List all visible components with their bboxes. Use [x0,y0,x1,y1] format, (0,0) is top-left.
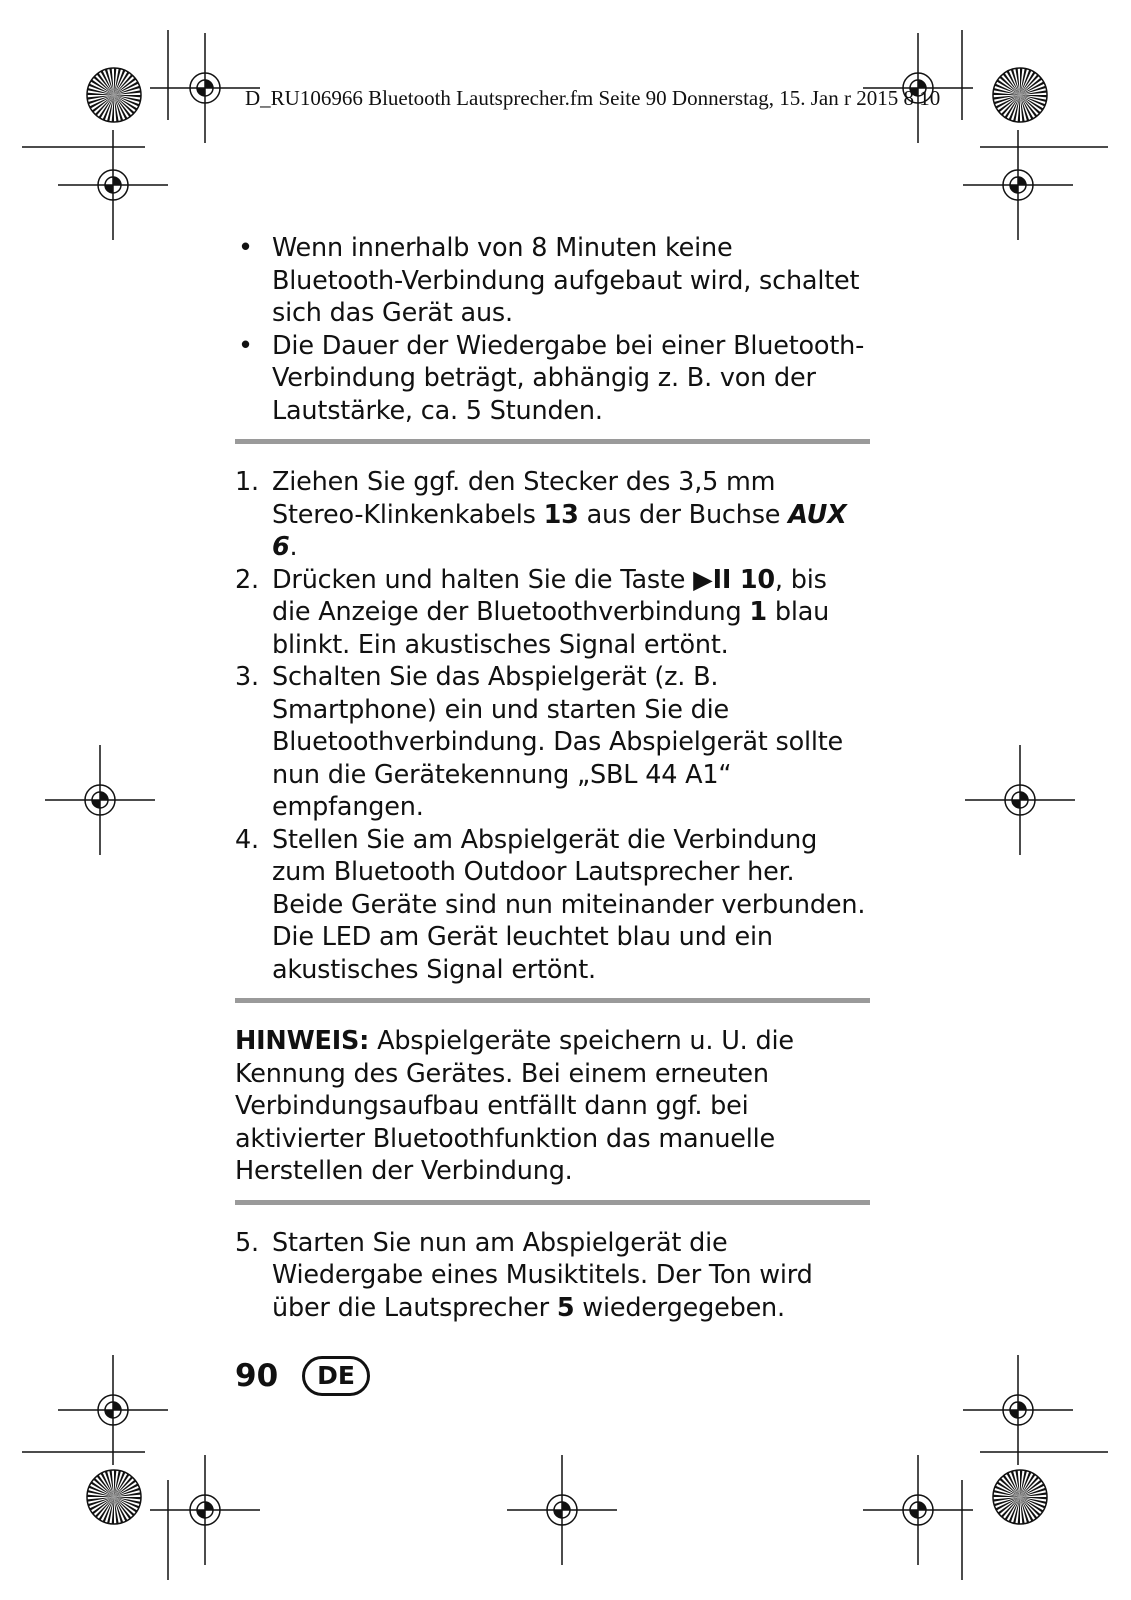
numbered-steps-continued [235,1227,870,1325]
starburst-register-icon [87,1470,141,1524]
step-2: 2. Drücken und halten Sie die Taste ▶II 10, bis die Anzeige der Bluetoothverbindung 1 blau blinkt. Ein akustisches Signal ertönt. [235,564,830,660]
registration-crosshair-icon [45,745,155,855]
divider [235,1200,870,1205]
registration-crosshair-icon [507,1455,617,1565]
registration-crosshair-icon [965,745,1075,855]
print-header-line: D_RU106966 Bluetooth Lautsprecher.fm Seite 90 Donnerstag, 15. Jan r 2015 8 10 [245,86,941,110]
step-1: 1. Ziehen Sie ggf. den Stecker des 3,5 mm Stereo-Klinkenkabels 13 aus der Buchse AUX 6. [235,467,847,562]
starburst-register-icon [993,1470,1047,1524]
registration-crosshair-icon [58,1355,168,1465]
language-badge: DE [302,1356,370,1396]
divider [235,439,870,444]
page-footer [235,1356,370,1396]
note-paragraph: HINWEIS: Abspielgeräte speichern u. U. die Kennung des Gerätes. Bei einem erneuten Verbindungsaufbau entfällt dann ggf. bei aktivierter Bluetoothfunktion das manuelle Herstellen der Verbindung. [235,1026,794,1186]
list-item: • Die Dauer der Wiedergabe bei einer Bluetooth-Verbindung beträgt, abhängig z. B. von der Lautstärke, ca. 5 Stunden. [238,330,865,426]
divider [235,998,870,1003]
registration-crosshair-icon [963,1355,1073,1465]
registration-crosshair-icon [150,33,260,143]
bullet-list [235,232,870,427]
registration-crosshair-icon [863,1455,973,1565]
starburst-register-icon [87,68,141,122]
page-number: 90 [235,1358,279,1394]
step-4: 4. Stellen Sie am Abspielgerät die Verbindung zum Bluetooth Outdoor Lautsprecher her. Beide Geräte sind nun miteinander verbunden. Die LED am Gerät leuchtet blau und ein akustisches Signal ertönt. [235,824,866,985]
step-3: 3. Schalten Sie das Abspielgerät (z. B. Smartphone) ein und starten Sie die Bluetoothverbindung. Das Abspielgerät sollte nun die Gerätekennung „SBL 44 A1“ empfangen. [235,662,844,822]
step-5: 5. Starten Sie nun am Abspielgerät die Wiedergabe eines Musiktitels. Der Ton wird über die Lautsprecher 5 wiedergegeben. [235,1227,813,1323]
page-content [235,232,870,1324]
numbered-steps [235,466,870,986]
registration-crosshair-icon [150,1455,260,1565]
starburst-register-icon [993,68,1047,122]
list-item: • Wenn innerhalb von 8 Minuten keine Bluetooth-Verbindung aufgebaut wird, schaltet sich das Gerät aus. [238,233,860,328]
